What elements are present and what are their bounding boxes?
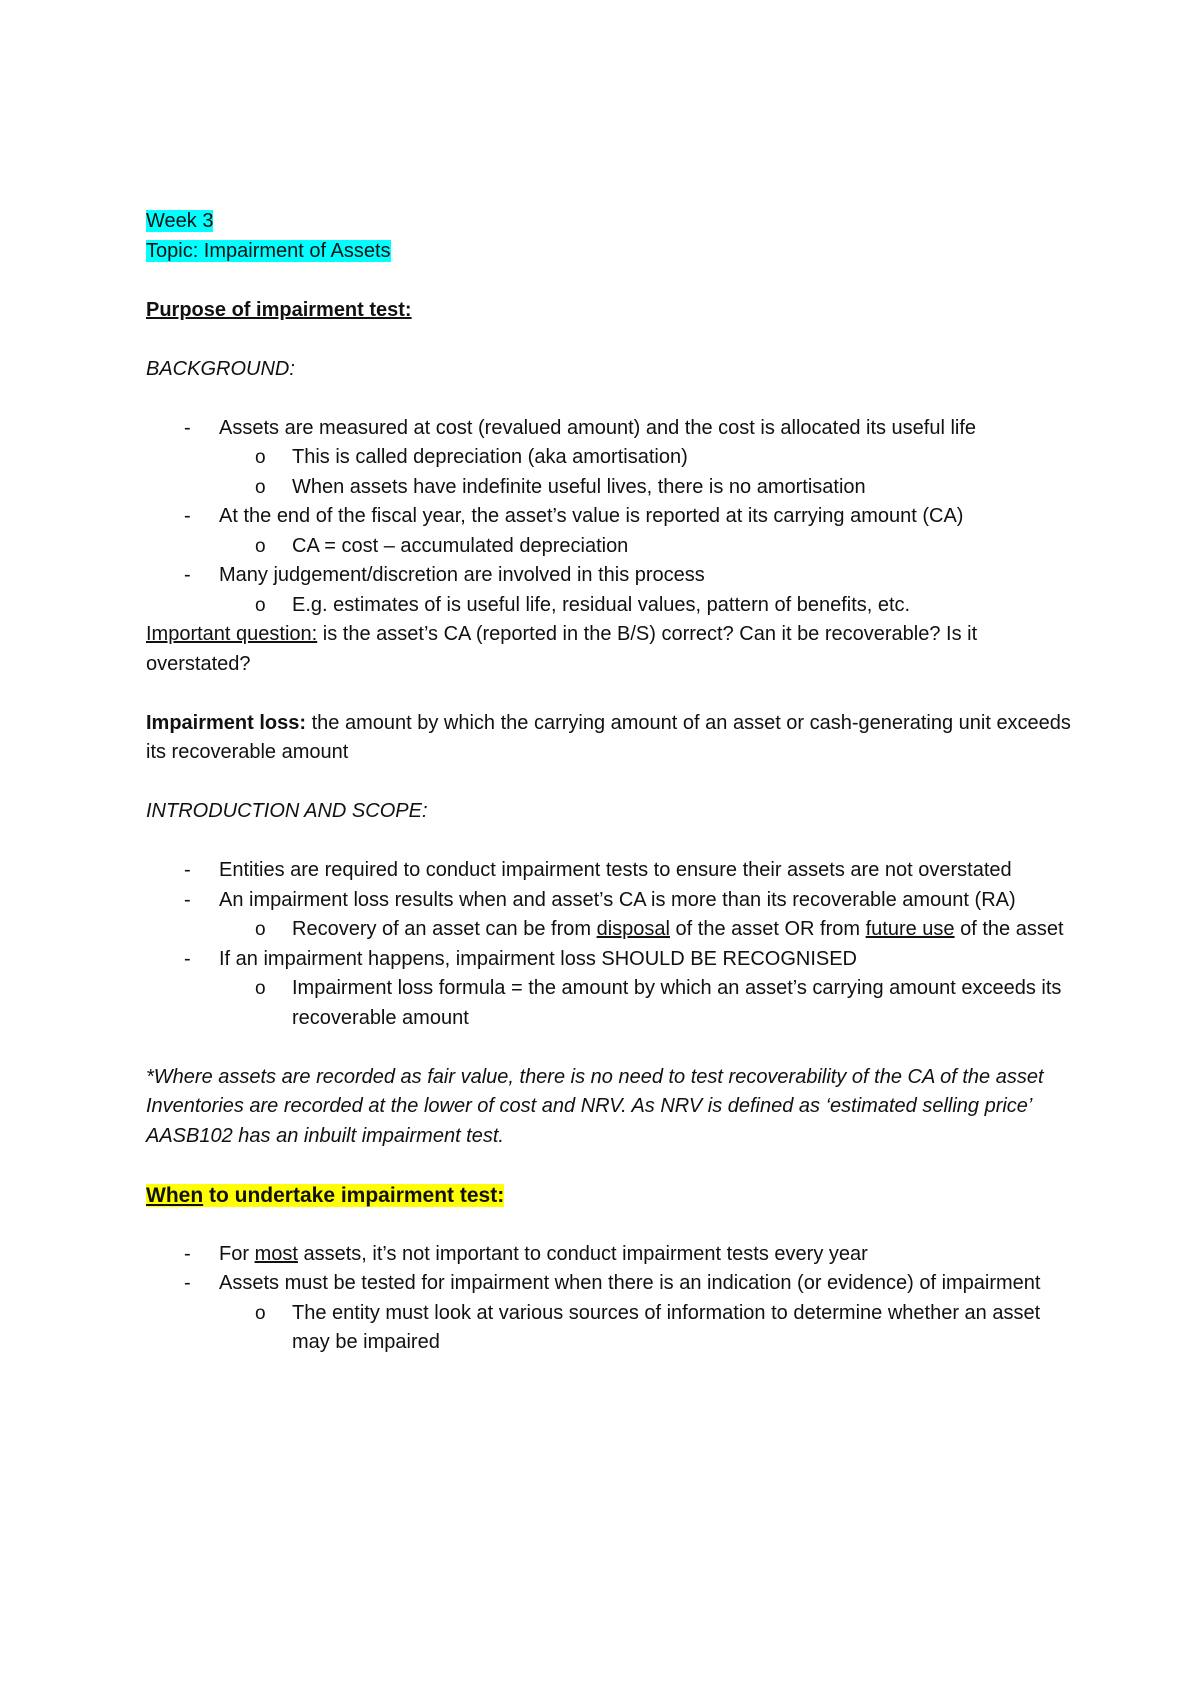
list-item: - For most assets, it’s not important to conduct impairment tests every year — [184, 1242, 868, 1265]
impairment-loss-definition — [146, 709, 1076, 768]
impairment-loss-label: Impairment loss: — [146, 711, 307, 734]
list-item: - An impairment loss results when and asset’s CA is more than its recoverable amount (RA) — [184, 888, 1016, 911]
purpose-heading: Purpose of impairment test: — [146, 298, 412, 321]
inventories-note: Inventories are recorded at the lower of cost and NRV. As NRV is defined as ‘estimated selling price’ AASB102 has an inbuilt impairment test. — [146, 1095, 1032, 1147]
list-item: o Impairment loss formula = the amount by which an asset’s carrying amount exceeds its recoverable amount — [255, 977, 1062, 1029]
intro-label: INTRODUCTION AND SCOPE: — [146, 800, 428, 822]
list-item: o CA = cost – accumulated depreciation — [255, 534, 629, 557]
important-question — [146, 620, 1076, 679]
background-label: BACKGROUND: — [146, 357, 295, 380]
list-item: o The entity must look at various sources of information to determine whether an asset may be impaired — [255, 1301, 1041, 1353]
question-label: Important question: — [146, 623, 318, 645]
fair-value-note: *Where assets are recorded as fair value, there is no need to test recoverability of the CA of the asset — [146, 1065, 1044, 1088]
list-item: - At the end of the fiscal year, the asset’s value is reported at its carrying amount (CA) — [184, 505, 964, 527]
week-label: Week 3 — [146, 210, 214, 232]
list-item: - Assets are measured at cost (revalued amount) and the cost is allocated its useful life — [184, 416, 977, 439]
list-item: - Assets must be tested for impairment when there is an indication (or evidence) of impairment — [184, 1272, 1041, 1294]
when-heading: When to undertake impairment test: — [146, 1183, 505, 1207]
question-text: is the asset’s CA (reported in the B/S) correct? Can it be recoverable? Is it overstated? — [146, 623, 978, 675]
list-item: o When assets have indefinite useful lives, there is no amortisation — [255, 475, 866, 498]
document-content — [146, 207, 1076, 1358]
list-item: o This is called depreciation (aka amortisation) — [255, 446, 688, 468]
list-item: - Entities are required to conduct impairment tests to ensure their assets are not overstated — [184, 859, 1012, 881]
list-item: - Many judgement/discretion are involved in this process — [184, 564, 705, 586]
topic-title: Topic: Impairment of Assets — [146, 239, 391, 262]
list-item: - If an impairment happens, impairment loss SHOULD BE RECOGNISED — [184, 947, 857, 970]
list-item: o Recovery of an asset can be from disposal of the asset OR from future use of the asset — [255, 918, 1064, 940]
impairment-loss-text: the amount by which the carrying amount of an asset or cash-generating unit exceeds its recoverable amount — [146, 711, 1071, 763]
list-item: o E.g. estimates of is useful life, residual values, pattern of benefits, etc. — [255, 593, 911, 616]
